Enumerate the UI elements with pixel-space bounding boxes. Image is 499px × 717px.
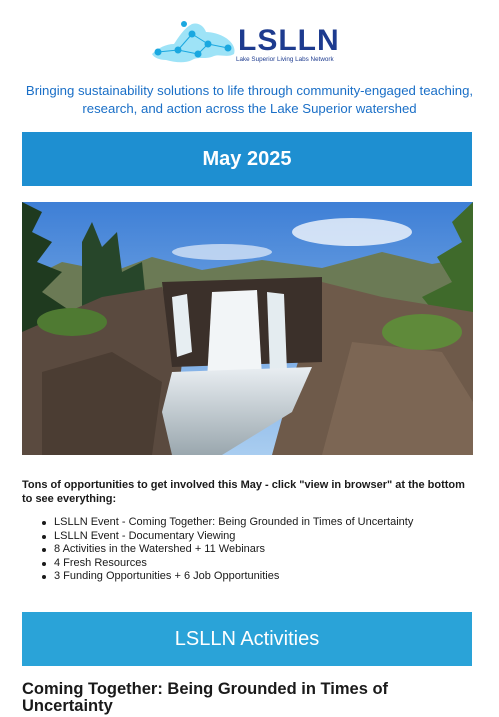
lake-superior-network-logo-icon <box>148 14 240 70</box>
list-item: 8 Activities in the Watershed + 11 Webinars <box>38 543 413 557</box>
list-item: 3 Funding Opportunities + 6 Job Opportunities <box>38 570 413 584</box>
activity-title[interactable]: Coming Together: Being Grounded in Times of Uncertainty <box>22 680 389 715</box>
list-item: 4 Fresh Resources <box>38 557 413 571</box>
activities-banner <box>22 612 472 666</box>
list-item: LSLLN Event - Coming Together: Being Grounded in Times of Uncertainty <box>38 516 413 530</box>
waterfall-canyon-photo <box>22 202 473 455</box>
month-banner <box>22 132 472 186</box>
logo-wordmark: LSLLN <box>238 24 340 57</box>
activities-banner-label: LSLLN Activities <box>174 627 320 650</box>
highlights-list <box>38 516 413 584</box>
waterfall-photo-illustration <box>22 202 473 455</box>
tagline: Bringing sustainability solutions to life through community-engaged teaching, research, and action across the Lake Superior watershed <box>25 83 474 116</box>
logo-subtitle: Lake Superior Living Labs Network <box>236 56 334 63</box>
month-banner-label: May 2025 <box>202 147 292 170</box>
list-item: LSLLN Event - Documentary Viewing <box>38 530 413 544</box>
header-logo[interactable] <box>0 14 499 70</box>
intro-text: Tons of opportunities to get involved this May - click "view in browser" at the bottom to see everything: <box>22 479 465 505</box>
